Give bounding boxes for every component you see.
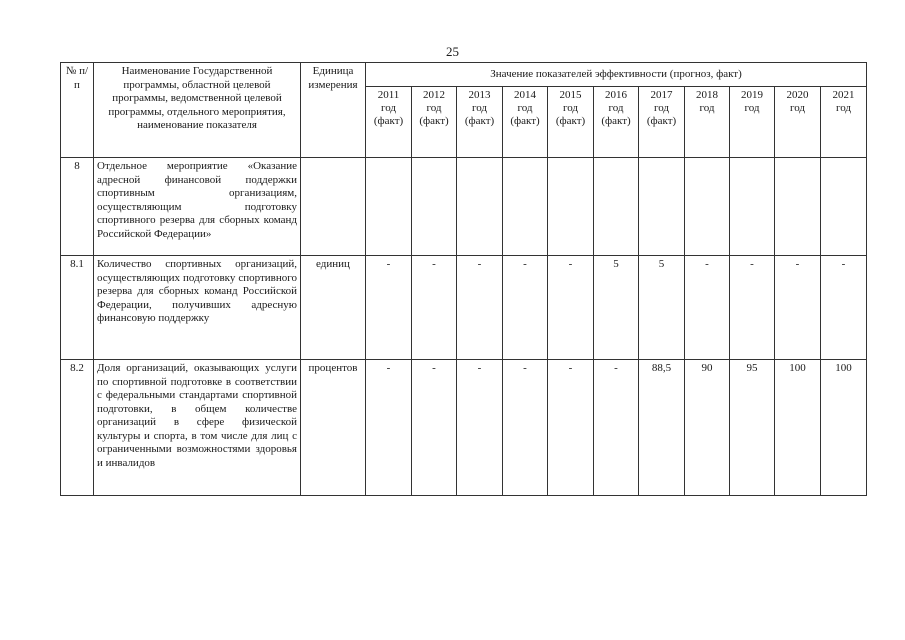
- row-number: 8: [61, 158, 94, 256]
- header-year-note: (факт): [555, 115, 586, 127]
- row-name: Доля организаций, оказывающих услуги по спортивной подготовке в соответствии с федеральными стандартами спортивной подготовки, в общем количестве организаций в сфере физической культуры и спорта, в том числе для лиц с ограниченными возможностями здоровья и инвалидов: [94, 360, 301, 496]
- row-name: Количество спортивных организаций, осуществляющих подготовку спортивного резерва для сборных команд Российской Федерации, получивших адресную финансовую поддержку: [94, 256, 301, 360]
- row-value: -: [503, 360, 548, 496]
- row-unit: процентов: [301, 360, 366, 496]
- table-row: [61, 158, 867, 256]
- header-year-year: 2013: [468, 89, 491, 101]
- header-year-2011: [366, 87, 412, 158]
- header-year-suffix: год: [562, 102, 579, 114]
- row-value: [639, 158, 685, 256]
- header-year-year: 2015: [559, 89, 582, 101]
- row-value: -: [775, 256, 821, 360]
- header-year-suffix: год: [471, 102, 488, 114]
- header-year-year: 2017: [650, 89, 673, 101]
- header-name: Наименование Государственной программы, областной целевой программы, ведомственной целевой программы, отдельного мероприятия, наименование показателя: [94, 63, 301, 158]
- header-year-note: (факт): [510, 115, 540, 127]
- header-year-note: (факт): [373, 115, 404, 127]
- header-year-year: 2012: [423, 89, 445, 101]
- row-value: [775, 158, 821, 256]
- header-num: № п/п: [61, 63, 94, 158]
- row-value: [457, 158, 503, 256]
- row-value: [821, 158, 867, 256]
- row-value: -: [503, 256, 548, 360]
- header-year-year: 2019: [741, 89, 763, 101]
- header-year-2012: [412, 87, 457, 158]
- header-year-suffix: год: [608, 102, 624, 114]
- row-value: 90: [685, 360, 730, 496]
- header-year-year: 2020: [786, 89, 809, 101]
- header-year-2017: [639, 87, 685, 158]
- row-value: -: [730, 256, 775, 360]
- row-value: -: [594, 360, 639, 496]
- header-year-2021: [821, 87, 867, 158]
- header-year-2016: [594, 87, 639, 158]
- row-value: 5: [639, 256, 685, 360]
- header-year-year: 2021: [832, 89, 855, 101]
- header-year-year: 2016: [605, 89, 627, 101]
- row-value: [730, 158, 775, 256]
- row-value: [548, 158, 594, 256]
- header-year-2015: [548, 87, 594, 158]
- row-value: -: [412, 256, 457, 360]
- header-year-suffix: год: [426, 102, 442, 114]
- header-year-year: 2018: [696, 89, 718, 101]
- row-value: -: [457, 256, 503, 360]
- table-row: [61, 360, 867, 496]
- header-year-year: 2011: [377, 89, 400, 101]
- header-year-note: (факт): [464, 115, 495, 127]
- row-value: 88,5: [639, 360, 685, 496]
- row-value: -: [548, 360, 594, 496]
- header-values: Значение показателей эффективности (прогноз, факт): [366, 63, 867, 87]
- row-value: -: [685, 256, 730, 360]
- row-value: [366, 158, 412, 256]
- row-value: [412, 158, 457, 256]
- row-value: [685, 158, 730, 256]
- row-number: 8.1: [61, 256, 94, 360]
- row-value: -: [548, 256, 594, 360]
- header-year-note: (факт): [646, 115, 677, 127]
- table-row: [61, 256, 867, 360]
- header-year-2018: [685, 87, 730, 158]
- header-year-year: 2014: [514, 89, 536, 101]
- row-unit: единиц: [301, 256, 366, 360]
- row-value: -: [366, 360, 412, 496]
- page-number: 25: [446, 44, 459, 59]
- row-value: 100: [821, 360, 867, 496]
- header-year-suffix: год: [380, 102, 397, 114]
- header-year-note: (факт): [601, 115, 631, 127]
- header-year-2013: [457, 87, 503, 158]
- row-value: 95: [730, 360, 775, 496]
- row-value: 100: [775, 360, 821, 496]
- header-year-2014: [503, 87, 548, 158]
- header-unit: Единица измерения: [301, 63, 366, 158]
- header-year-suffix: год: [653, 102, 670, 114]
- row-unit: [301, 158, 366, 256]
- row-number: 8.2: [61, 360, 94, 496]
- header-year-2019: [730, 87, 775, 158]
- row-value: -: [412, 360, 457, 496]
- header-year-2020: [775, 87, 821, 158]
- header-year-suffix: год: [517, 102, 533, 114]
- header-year-note: (факт): [419, 115, 449, 127]
- header-year-suffix: год: [699, 102, 715, 114]
- row-name: Отдельное мероприятие «Оказание адресной финансовой поддержки спортивным организациям, осуществляющим подготовку спортивного резерва для сборных команд Российской Федерации»: [94, 158, 301, 256]
- header-year-suffix: год: [835, 102, 852, 114]
- row-value: -: [821, 256, 867, 360]
- row-value: [594, 158, 639, 256]
- row-value: -: [457, 360, 503, 496]
- row-value: -: [366, 256, 412, 360]
- row-value: 5: [594, 256, 639, 360]
- indicators-table: [60, 62, 867, 496]
- header-year-suffix: год: [789, 102, 806, 114]
- header-year-suffix: год: [744, 102, 760, 114]
- row-value: [503, 158, 548, 256]
